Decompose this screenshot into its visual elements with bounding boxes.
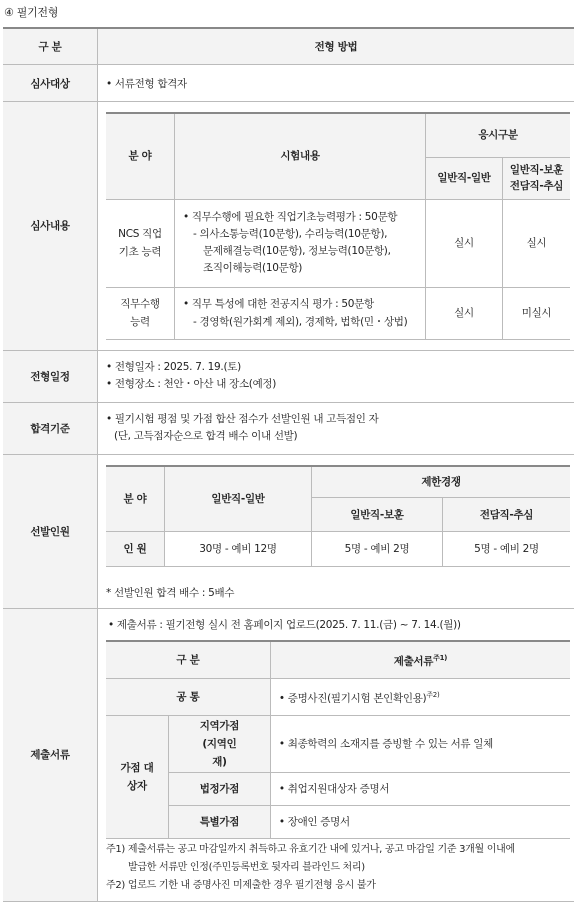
written-exam-table [3,27,574,902]
exam-field-job: 직무수행 능력 [106,287,175,339]
header-method: 전형 방법 [98,28,575,65]
exam-general-ncs: 실시 [426,199,503,287]
selection-label: 선발인원 [3,454,98,609]
docs-note2: 주2) 업로드 기한 내 증명사진 미제출한 경우 필기전형 응시 불가 [106,879,376,891]
criteria-line2: (단, 고득점자순으로 합격 배수 이내 선발) [114,430,298,442]
docs-note1b: 발급한 서류만 인정(주민등록번호 뒷자리 블라인드 처리) [128,861,365,873]
exam-content-header: 시험내용 [175,113,426,199]
schedule-row [3,350,574,402]
docs-legal: 법정가점 [169,772,271,805]
selection-note: * 선발인원 합격 배수 : 5배수 [106,587,235,599]
docs-special-doc: • 장애인 증명서 [270,805,570,838]
target-row [3,65,574,102]
selection-table [106,465,570,568]
docs-table [106,640,570,839]
exam-type-header: 응시구분 [426,113,571,157]
docs-intro: • 제출서류 : 필기전형 실시 전 홈페이지 업로드(2025. 7. 11.(금) ~ 7. 14.(월)) [108,619,461,631]
docs-region-doc: • 최종학력의 소재지를 증빙할 수 있는 서류 일체 [270,715,570,772]
exam-row-ncs [106,199,570,287]
exam-general-job: 실시 [426,287,503,339]
docs-common: 공 통 [106,678,270,715]
schedule-date: • 전형일자 : 2025. 7. 19.(토) [106,361,241,373]
schedule-label: 전형일정 [3,350,98,402]
exam-row-job [106,287,570,339]
exam-field-header: 분 야 [106,113,175,199]
docs-region: 지역가점 (지역인재) [169,715,271,772]
docs-note1a: 주1) 제출서류는 공고 마감일까지 취득하고 유효기간 내에 있거나, 공고 마감일 기준 3개월 이내에 [106,843,515,855]
docs-common-doc: • 증명사진(필기시험 본인확인용)$^{주2)}$ [270,678,570,715]
sel-collection-value: 5명 - 예비 2명 [443,532,571,567]
target-label: 심사대상 [3,65,98,102]
exam-content-table [106,112,570,340]
exam-special-ncs: 실시 [503,199,571,287]
sel-count-row [106,532,570,567]
exam-field-ncs: NCS 직업기초 능력 [106,199,175,287]
sel-general-value: 30명 - 예비 12명 [165,532,312,567]
sel-veteran-header: 일반직-보훈 [312,498,443,532]
sel-count-label: 인 원 [106,532,165,567]
docs-bonus-label: 가점 대상자 [106,715,169,838]
target-text: • 서류전형 합격자 [98,65,575,102]
sel-field-header: 분 야 [106,466,165,532]
content-label: 심사내용 [3,102,98,351]
exam-special-job: 미실시 [503,287,571,339]
exam-content-job: • 직무 특성에 대한 전공지식 평가 : 50문항 - 경영학(원가회계 제외), 경제학, 법학(민・상법) [175,287,426,339]
content-row [3,102,574,351]
criteria-line1: • 필기시험 평점 및 가점 합산 점수가 선발인원 내 고득점인 자 [106,413,379,425]
docs-cat-header: 구 분 [106,641,270,678]
docs-row [3,609,574,902]
schedule-place: • 전형장소 : 천안・아산 내 장소(예정) [106,378,277,390]
docs-special: 특별가점 [169,805,271,838]
header-row [3,28,574,65]
exam-content-ncs: • 직무수행에 필요한 직업기초능력평가 : 50문항 - 의사소통능력(10문항), 수리능력(10문항), 문제해결능력(10문항), 정보능력(10문항), 조직이해능력(10문항) [175,199,426,287]
sel-veteran-value: 5명 - 예비 2명 [312,532,443,567]
criteria-label: 합격기준 [3,402,98,454]
selection-row [3,454,574,609]
header-category: 구 분 [3,28,98,65]
exam-special-header: 일반직-보훈 전담직-추심 [503,157,571,199]
exam-general-header: 일반직-일반 [426,157,503,199]
sel-collection-header: 전담직-추심 [443,498,571,532]
sel-general-header: 일반직-일반 [165,466,312,532]
criteria-row [3,402,574,454]
sel-limited-header: 제한경쟁 [312,466,571,498]
docs-header: 제출서류$^{주1)}$ [270,641,570,678]
docs-legal-doc: • 취업지원대상자 증명서 [270,772,570,805]
section-title: ④ 필기전형 [4,6,59,19]
docs-label: 제출서류 [3,609,98,902]
